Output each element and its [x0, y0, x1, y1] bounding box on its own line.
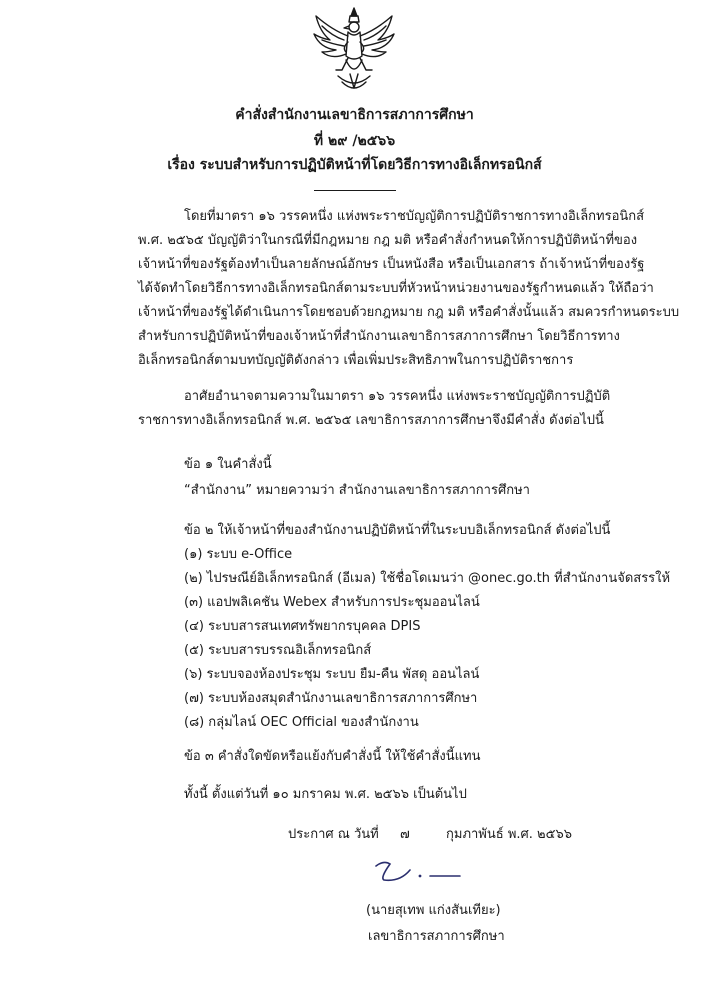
- para1-line: สำหรับการปฏิบัติหน้าที่ของเจ้าหน้าที่สำนักงานเลขาธิการสภาการศึกษา โดยวิธีการทาง: [138, 329, 620, 344]
- para1-line: เจ้าหน้าที่ของรัฐได้ดำเนินการโดยชอบด้วยกฎหมาย กฎ มติ หรือคำสั่งนั้นแล้ว สมควรกำหนดระบบ: [138, 305, 680, 320]
- clause2-item: (๗) ระบบห้องสมุดสำนักงานเลขาธิการสภาการศึกษา: [184, 691, 478, 706]
- para1-line: อิเล็กทรอนิกส์ตามบทบัญญัติดังกล่าว เพื่อเพิ่มประสิทธิภาพในการปฏิบัติราชการ: [138, 353, 574, 368]
- para1-line: เจ้าหน้าที่ของรัฐต้องทำเป็นลายลักษณ์อักษร เป็นหนังสือ หรือเป็นเอกสาร ถ้าเจ้าหน้าที่ของรัฐ: [138, 257, 645, 272]
- clause2-item: (๑) ระบบ e-Office: [184, 547, 293, 562]
- clause2-item: (๘) กลุ่มไลน์ OEC Official ของสำนักงาน: [184, 715, 419, 730]
- announcement-prefix: ประกาศ ณ วันที่: [288, 827, 379, 842]
- clause2-item: (๕) ระบบสารบรรณอิเล็กทรอนิกส์: [184, 643, 372, 658]
- para1-line: พ.ศ. ๒๕๖๕ บัญญัติว่าในกรณีที่มีกฎหมาย กฎ มติ หรือคำสั่งกำหนดให้การปฏิบัติหน้าที่ของ: [138, 233, 638, 248]
- document-subject: เรื่อง ระบบสำหรับการปฏิบัติหน้าที่โดยวิธีการทางอิเล็กทรอนิกส์: [167, 157, 542, 173]
- para1-line: ได้จัดทำโดยวิธีการทางอิเล็กทรอนิกส์ตามระบบที่หัวหน้าหน่วยงานของรัฐกำหนดแล้ว ให้ถือว่า: [138, 281, 654, 296]
- announcement-month-year: กุมภาพันธ์ พ.ศ. ๒๕๖๖: [446, 827, 572, 842]
- para1-line: โดยที่มาตรา ๑๖ วรรคหนึ่ง แห่งพระราชบัญญัติการปฏิบัติราชการทางอิเล็กทรอนิกส์: [184, 209, 645, 224]
- signatory-name: (นายสุเทพ แก่งสันเทียะ): [366, 903, 501, 918]
- handwritten-signature-icon: [370, 856, 466, 886]
- title-divider: [314, 190, 396, 191]
- clause2-heading: ข้อ ๒ ให้เจ้าหน้าที่ของสำนักงานปฏิบัติหน้าที่ในระบบอิเล็กทรอนิกส์ ดังต่อไปนี้: [184, 523, 611, 538]
- announcement-day: ๗: [400, 827, 410, 842]
- effective-date: ทั้งนี้ ตั้งแต่วันที่ ๑๐ มกราคม พ.ศ. ๒๕๖๖ เป็นต้นไป: [184, 787, 467, 802]
- clause2-item: (๓) แอปพลิเคชัน Webex สำหรับการประชุมออนไลน์: [184, 595, 480, 610]
- clause1-definition: “สำนักงาน” หมายความว่า สำนักงานเลขาธิการสภาการศึกษา: [184, 483, 530, 498]
- clause2-item: (๒) ไปรษณีย์อิเล็กทรอนิกส์ (อีเมล) ใช้ชื่อโดเมนว่า @onec.go.th ที่สำนักงานจัดสรรให้: [184, 571, 671, 586]
- order-number: ที่ ๒๙ /๒๕๖๖: [313, 133, 396, 149]
- clause3-text: ข้อ ๓ คำสั่งใดขัดหรือแย้งกับคำสั่งนี้ ให้ใช้คำสั่งนี้แทน: [184, 749, 481, 764]
- document-title: คำสั่งสำนักงานเลขาธิการสภาการศึกษา: [235, 107, 474, 123]
- clause1-heading: ข้อ ๑ ในคำสั่งนี้: [184, 457, 272, 472]
- signatory-position: เลขาธิการสภาการศึกษา: [368, 929, 505, 944]
- garuda-emblem-icon: [308, 4, 400, 96]
- clause2-item: (๔) ระบบสารสนเทศทรัพยากรบุคคล DPIS: [184, 619, 421, 634]
- para2-line: อาศัยอำนาจตามความในมาตรา ๑๖ วรรคหนึ่ง แห่งพระราชบัญญัติการปฏิบัติ: [184, 389, 611, 404]
- para2-line: ราชการทางอิเล็กทรอนิกส์ พ.ศ. ๒๕๖๕ เลขาธิการสภาการศึกษาจึงมีคำสั่ง ดังต่อไปนี้: [138, 413, 604, 428]
- clause2-item: (๖) ระบบจองห้องประชุม ระบบ ยืม-คืน พัสดุ ออนไลน์: [184, 667, 480, 682]
